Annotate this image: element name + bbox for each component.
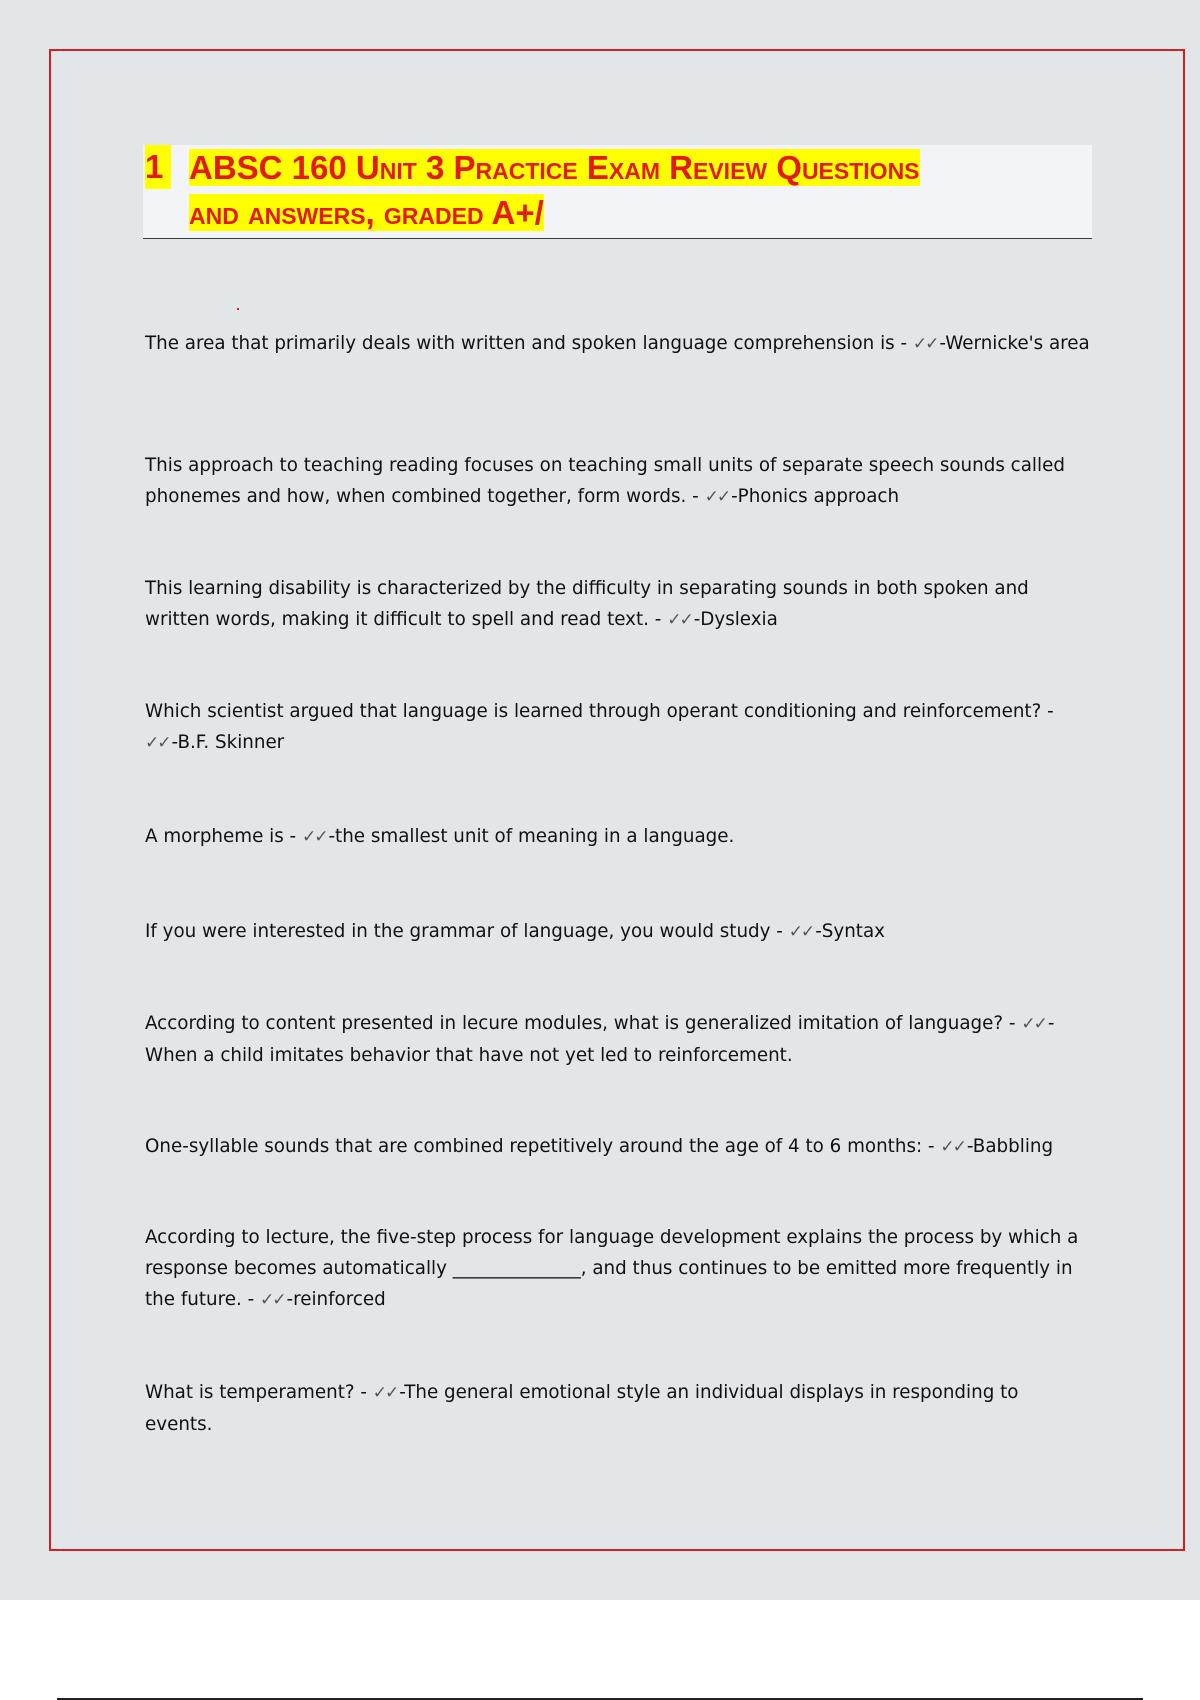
qa-item xyxy=(145,450,1090,513)
qa-item xyxy=(145,821,1090,853)
qa-item xyxy=(145,1377,1090,1440)
question-text: The area that primarily deals with written and spoken language comprehension is - xyxy=(145,333,913,354)
qa-item xyxy=(145,696,1090,759)
qa-item xyxy=(145,916,1090,948)
red-mark xyxy=(237,308,239,310)
question-text: This learning disability is characterized by the difficulty in separating sounds in both spoken and written words, making it difficult to spell and read text. - xyxy=(145,578,1029,630)
heading-number: 1 xyxy=(145,145,171,189)
question-text: This approach to teaching reading focuses on teaching small units of separate speech sounds called phonemes and how, when combined together, form words. - xyxy=(145,455,1065,507)
heading-line-1: ABSC 160 Unit 3 Practice Exam Review Questions xyxy=(189,149,920,186)
question-text: According to lecture, the five-step process for language development explains the process by which a response becomes automatically ______________, and thus continues to be emitted more frequently in the future. - xyxy=(145,1227,1079,1310)
qa-item xyxy=(145,1131,1090,1163)
question-text: A morpheme is - xyxy=(145,826,302,847)
double-check-icon: ✓✓ xyxy=(667,610,692,630)
heading-line-2: and answers, graded A+/ xyxy=(189,194,544,231)
qa-item xyxy=(145,1008,1090,1071)
qa-item xyxy=(145,328,1090,360)
question-text: If you were interested in the grammar of language, you would study - xyxy=(145,921,789,942)
double-check-icon: ✓✓ xyxy=(704,487,730,507)
question-text: According to content presented in lecure modules, what is generalized imitation of language? - xyxy=(145,1013,1022,1034)
question-text: What is temperament? - xyxy=(145,1382,373,1403)
double-check-icon: ✓✓ xyxy=(145,733,170,753)
document-heading xyxy=(143,145,1092,239)
double-check-icon: ✓✓ xyxy=(301,827,327,847)
double-check-icon: ✓✓ xyxy=(1021,1014,1046,1034)
answer-text: -Wernicke's area xyxy=(939,333,1090,354)
qa-item xyxy=(145,573,1090,636)
double-check-icon: ✓✓ xyxy=(788,922,814,942)
qa-item xyxy=(145,1222,1090,1316)
double-check-icon: ✓✓ xyxy=(912,334,938,354)
answer-text: -the smallest unit of meaning in a language. xyxy=(328,826,735,847)
page-border xyxy=(49,49,1185,1551)
answer-text: -Babbling xyxy=(966,1136,1054,1157)
footer-rule xyxy=(57,1698,1143,1700)
answer-text: -reinforced xyxy=(286,1289,386,1310)
answer-text: -Dyslexia xyxy=(693,609,778,630)
question-text: Which scientist argued that language is learned through operant conditioning and reinforcement? - xyxy=(145,701,1054,722)
double-check-icon: ✓✓ xyxy=(372,1383,398,1403)
answer-text: -Syntax xyxy=(815,921,885,942)
answer-text: -When a child imitates behavior that have not yet led to reinforcement. xyxy=(145,1013,1055,1066)
heading-title xyxy=(189,145,1069,235)
question-text: One-syllable sounds that are combined repetitively around the age of 4 to 6 months: - xyxy=(145,1136,941,1157)
answer-text: -B.F. Skinner xyxy=(171,732,285,753)
answer-text: -Phonics approach xyxy=(731,486,900,507)
double-check-icon: ✓✓ xyxy=(940,1137,965,1157)
double-check-icon: ✓✓ xyxy=(259,1290,285,1310)
answer-text: -The general emotional style an individual displays in responding to events. xyxy=(145,1382,1019,1435)
